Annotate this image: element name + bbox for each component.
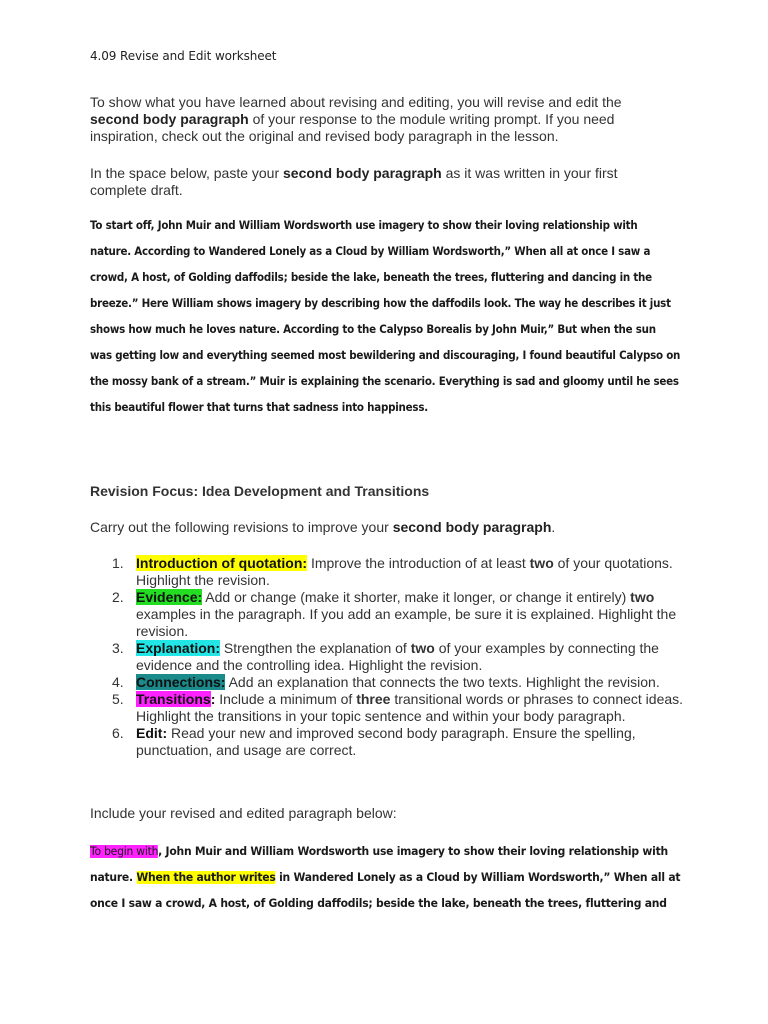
revised-line (90, 865, 681, 891)
item-text-pre: Include a minimum of (219, 691, 353, 707)
original-line: was getting low and everything seemed most bewildering and discouraging, I found beautiful Calypso on (90, 349, 681, 362)
original-line: nature. According to Wandered Lonely as a Cloud by William Wordsworth,” When all at once I saw a (90, 245, 651, 258)
item-text-post: of your quotations. Highlight the revision. (136, 555, 673, 588)
item-number: 5. (112, 691, 124, 707)
item-text-bold: two (630, 589, 655, 605)
original-line: this beautiful flower that turns that sadness into happiness. (90, 401, 428, 414)
item-text-bold: three (356, 691, 391, 707)
revised-paragraph (90, 839, 681, 917)
carry-text-post: . (551, 519, 556, 535)
original-line: To start off, John Muir and William Wordsworth use imagery to show their loving relationship with (90, 219, 638, 232)
item-text-pre: Read your new and improved second body paragraph. Ensure the spelling, punctuation, and usage are correct. (136, 725, 636, 758)
paste-text-bold: second body paragraph (283, 165, 442, 181)
document-title: 4.09 Revise and Edit worksheet (90, 49, 277, 63)
original-line: the mossy bank of a stream.” Muir is explaining the scenario. Everything is sad and gloomy until he sees (90, 375, 679, 388)
item-number: 6. (112, 725, 124, 741)
transition-highlight: To begin with (90, 845, 159, 858)
original-line: breeze.” Here William shows imagery by describing how the daffodils look. The way he describes it just (90, 297, 671, 310)
revised-line (90, 839, 668, 865)
item-text-bold: two (410, 640, 435, 656)
item-number: 3. (112, 640, 124, 656)
original-line: shows how much he loves nature. According to the Calypso Borealis by John Muir,” But when the sun (90, 323, 656, 336)
item-text-post: transitional words or phrases to connect ideas. Highlight the transitions in your topic sentence and within your body paragraph. (136, 691, 684, 724)
item-text-pre: Add or change (make it shorter, make it longer, or change it entirely) (205, 589, 627, 605)
original-line: crowd, A host, of Golding daffodils; beside the lake, beneath the trees, fluttering and dancing in the (90, 271, 652, 284)
revision-item (90, 640, 690, 674)
item-label: Evidence: (136, 589, 203, 605)
intro-text-bold: second body paragraph (90, 111, 249, 127)
revised-text: nature. (90, 871, 133, 884)
revised-text: , John Muir and William Wordsworth use imagery to show their loving relationship with (158, 845, 668, 858)
carry-out-instruction (90, 519, 670, 536)
revision-item (90, 725, 690, 759)
item-label: Edit: (136, 725, 168, 741)
item-label: Explanation: (136, 640, 221, 656)
revision-list (90, 555, 690, 759)
revision-heading: Revision Focus: Idea Development and Transitions (90, 483, 430, 499)
item-text-bold: two (529, 555, 554, 571)
item-text-post: examples in the paragraph. If you add an example, be sure it is explained. Highlight the revision. (136, 606, 677, 639)
item-label: Transitions (136, 691, 211, 707)
quotation-highlight: When the author writes (136, 871, 276, 884)
revision-item (90, 589, 690, 640)
paste-instruction (90, 165, 670, 199)
item-label: Introduction of quotation: (136, 555, 308, 571)
carry-text-bold: second body paragraph (392, 519, 552, 535)
item-label-suffix: : (210, 691, 216, 707)
paste-text-post: as it was written in your first complete draft. (90, 165, 618, 198)
carry-text-pre: Carry out the following revisions to improve your (90, 519, 389, 535)
item-text-pre: Strengthen the explanation of (223, 640, 407, 656)
revision-item (90, 691, 690, 725)
item-number: 2. (112, 589, 124, 605)
paste-text-pre: In the space below, paste your (90, 165, 280, 181)
item-text-pre: Improve the introduction of at least (310, 555, 526, 571)
revision-item (90, 555, 690, 589)
item-text-pre: Add an explanation that connects the two texts. Highlight the revision. (228, 674, 660, 690)
revised-line: once I saw a crowd, A host, of Golding daffodils; beside the lake, beneath the trees, fluttering and (90, 897, 667, 910)
intro-text-pre: To show what you have learned about revising and editing, you will revise and edit the (90, 94, 622, 110)
revised-text: in Wandered Lonely as a Cloud by William Wordsworth,” When all at (279, 871, 681, 884)
intro-paragraph (90, 94, 670, 145)
item-number: 1. (112, 555, 124, 571)
intro-text-post: of your response to the module writing prompt. If you need inspiration, check out the original and revised body paragraph in the lesson. (90, 111, 615, 144)
item-number: 4. (112, 674, 124, 690)
item-text-post: of your examples by connecting the evidence and the controlling idea. Highlight the revision. (136, 640, 659, 673)
item-label: Connections: (136, 674, 226, 690)
revision-item (90, 674, 690, 691)
include-instruction: Include your revised and edited paragraph below: (90, 805, 397, 821)
original-paragraph (90, 213, 681, 421)
